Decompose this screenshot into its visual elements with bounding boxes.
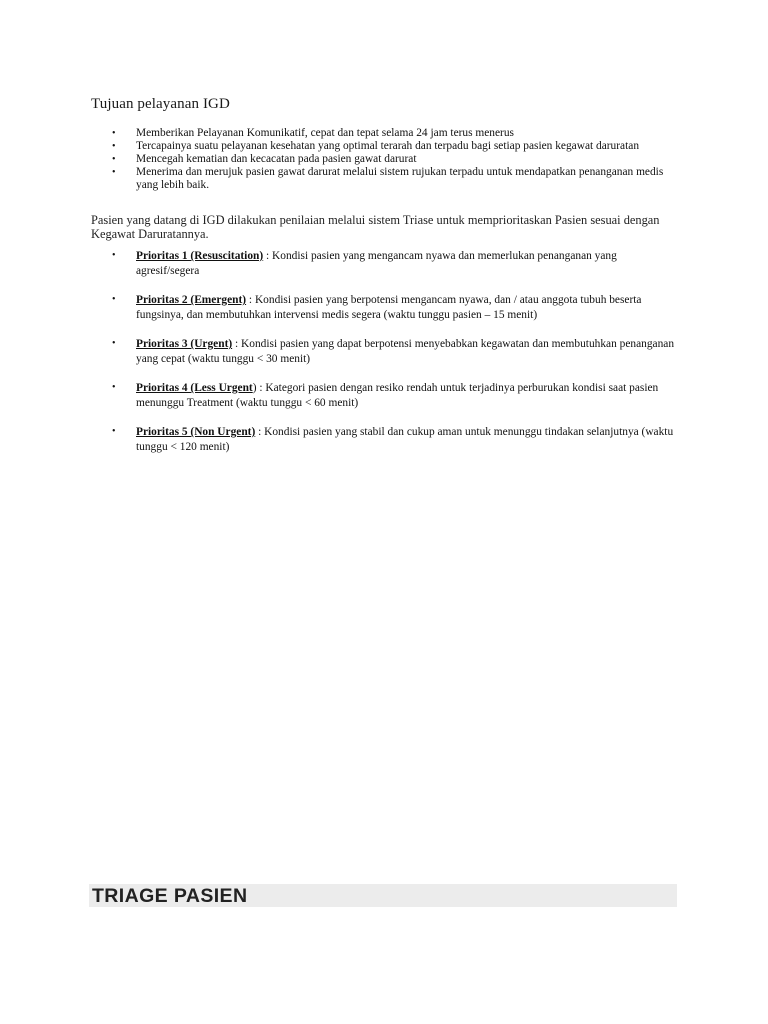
triage-title: TRIAGE PASIEN (92, 885, 248, 907)
priority-item-5 (91, 425, 681, 454)
priority-label: Prioritas 3 (Urgent) (136, 338, 233, 350)
priority-text: Kondisi pasien yang dapat berpotensi menyebabkan kegawatan dan membutuhkan penanganan yang cepat (waktu tunggu < 30 menit) (136, 338, 675, 365)
bullet-icon: • (112, 294, 116, 305)
goal-text: Menerima dan merujuk pasien gawat darurat melalui sistem rujukan terpadu untuk mendapatkan penanganan medis yang lebih baik. (136, 166, 664, 191)
bullet-icon: • (112, 128, 116, 139)
priority-label: Prioritas 5 (Non Urgent) (136, 426, 256, 438)
priority-item-1 (91, 249, 681, 278)
priority-separator: : (232, 338, 242, 350)
priority-item-4 (91, 381, 681, 410)
priority-text: Kategori pasien dengan resiko rendah untuk terjadinya perburukan kondisi saat pasien menunggu Treatment (waktu tunggu < 60 menit) (136, 382, 659, 409)
bullet-icon: • (112, 426, 116, 437)
bullet-icon: • (112, 338, 116, 349)
section-heading: Tujuan pelayanan IGD (91, 96, 230, 112)
priority-label: Prioritas 4 (Less Urgent (136, 382, 253, 394)
bullet-icon: • (112, 154, 116, 165)
list-item (91, 140, 681, 153)
goal-text: Mencegah kematian dan kecacatan pada pasien gawat darurat (136, 153, 417, 165)
goal-text: Memberikan Pelayanan Komunikatif, cepat dan tepat selama 24 jam terus menerus (136, 127, 514, 139)
bullet-icon: • (112, 167, 116, 178)
priority-item-2 (91, 293, 681, 322)
priority-separator: ) : (252, 382, 266, 394)
priority-item-3 (91, 337, 681, 366)
list-item (91, 166, 681, 192)
priority-separator: : (246, 294, 255, 306)
goal-text: Tercapainya suatu pelayanan kesehatan yang optimal terarah dan terpadu bagi setiap pasien kegawat daruratan (136, 140, 640, 152)
priority-label: Prioritas 1 (Resuscitation) (136, 250, 264, 262)
triage-heading-bar (89, 884, 677, 907)
goals-list (91, 127, 681, 192)
intro-paragraph: Pasien yang datang di IGD dilakukan penilaian melalui sistem Triase untuk memprioritaskan Pasien sesuai dengan Kegawat Daruratannya. (91, 213, 660, 241)
priority-label: Prioritas 2 (Emergent) (136, 294, 247, 306)
list-item (91, 127, 681, 140)
bullet-icon: • (112, 141, 116, 152)
list-item (91, 153, 681, 166)
bullet-icon: • (112, 250, 116, 261)
priority-separator: : (255, 426, 265, 438)
priority-list (91, 249, 681, 454)
bullet-icon: • (112, 382, 116, 393)
priority-text: Kondisi pasien yang berpotensi mengancam nyawa, dan / atau anggota tubuh beserta fungsinya, dan membutuhkan intervensi medis segera (waktu tunggu pasien – 15 menit) (136, 294, 642, 321)
priority-separator: : (263, 250, 273, 262)
priority-text: Kondisi pasien yang mengancam nyawa dan memerlukan penanganan yang agresif/segera (136, 250, 617, 277)
priority-text: Kondisi pasien yang stabil dan cukup aman untuk menunggu tindakan selanjutnya (waktu tunggu < 120 menit) (136, 426, 674, 453)
